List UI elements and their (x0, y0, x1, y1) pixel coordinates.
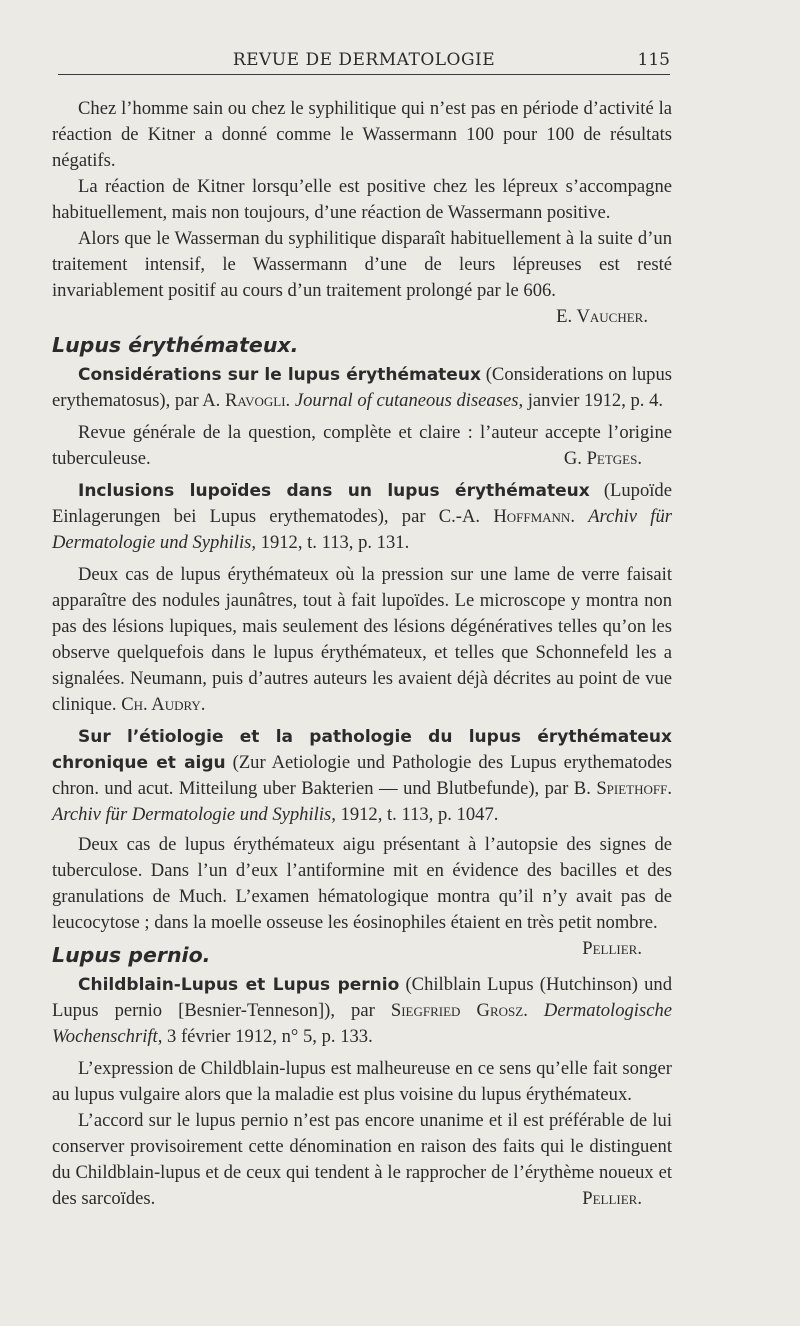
article-title: Sur l’étiologie et la pathologie du lupus érythémateux chronique et aigu (52, 727, 672, 773)
running-header (58, 48, 670, 75)
journal-title: REVUE DE DERMATOLOGIE (232, 50, 496, 70)
body-text: Deux cas de lupus érythémateux où la pression sur une lame de verre faisait apparaître des nodules jaunâtres, tout à fait lupoïdes. Le microscope y montra non pas des lésions lupiques, mais seulement des lésions dégénératives telles qu’on les observe quelquefois dans le lupus érythémateux, et telles que Schonnefeld les a signalées. Neumann, puis d’autres auteurs les avaient déjà décrites au point de vue clinique. (52, 564, 672, 715)
reference-text: . (570, 506, 589, 527)
reference-text: (Lupoïde Einlagerungen bei Lupus erythematodes), par C.-A. (52, 480, 672, 527)
reference-text: (Chilblain Lupus (Hutchinson) und Lupus pernio [Besnier-Tenneson]), par (52, 974, 672, 1021)
intro-paragraph-1: Chez l’homme sain ou chez le syphilitique qui n’est pas en période d’activité la réaction de Kitner a donné comme le Wassermann 100 pour 100 de résultats négatifs. (52, 98, 672, 171)
article-body (52, 1108, 672, 1212)
body-text: L’accord sur le lupus pernio n’est pas encore unanime et il est préférable de lui conserver provisoirement cette dénomination en raison des faits qui le distinguent du Childblain-lupus et de ceux qui tendent à le rapprocher de l’érythème noueux et des sarcoïdes. (52, 1110, 672, 1209)
article-body (52, 420, 672, 472)
signature-pellier: Pellier. (582, 1188, 642, 1209)
reference-text: 3 février 1912, n° 5, p. 133. (162, 1026, 373, 1047)
reference-text: . (667, 778, 672, 799)
author-name: Spiethoff (596, 778, 668, 799)
signature-audry: Ch. Audry. (121, 694, 206, 715)
journal-name: Archiv für Dermatologie und Syphilis, (52, 804, 336, 825)
intro-paragraph-2: La réaction de Kitner lorsqu’elle est positive chez les lépreux s’accompagne habituellement, mais non toujours, d’une réaction de Wassermann positive. (52, 176, 672, 223)
signature-petges: G. Petges. (563, 448, 642, 469)
article-hoffmann-reference (52, 478, 672, 556)
journal-name: Journal of cutaneous diseases, (294, 390, 524, 411)
body-text: Revue générale de la question, complète et claire : l’auteur accepte l’origine tuberculeuse. (52, 422, 672, 469)
intro-paragraph-3: Alors que le Wasserman du syphilitique disparaît habituellement à la suite d’un traitement intensif, le Wassermann d’une de leurs lépreuses est resté invariablement positif au cours d’un traitement prolongé par le 606. (52, 228, 672, 301)
journal-name: Dermatologische Wochenschrift, (52, 1000, 672, 1047)
reference-text: 1912, t. 113, p. 1047. (335, 804, 499, 825)
author-name: Ravogli (224, 390, 286, 411)
journal-name: Archiv für Dermatologie und Syphilis, (52, 506, 672, 553)
reference-text: janvier 1912, p. 4. (523, 390, 664, 411)
reference-text: (Zur Aetiologie und Pathologie des Lupus erythematodes chron. und acut. Mitteilung uber Bakterien — und Blutbefunde), par B. (52, 752, 672, 799)
section-heading-lupus-pernio: Lupus pernio. (52, 943, 211, 967)
signature-pellier: Pellier. (582, 938, 642, 959)
author-name: Hoffmann (493, 506, 571, 527)
article-title: Considérations sur le lupus érythémateux (78, 365, 481, 385)
article-body: L’expression de Childblain-lupus est malheureuse en ce sens qu’elle fait songer au lupus vulgaire alors que la maladie est plus voisine du lupus érythémateux. (52, 1058, 672, 1105)
section-heading-lupus-erythemateux: Lupus érythémateux. (52, 333, 299, 357)
article-title: Inclusions lupoïdes dans un lupus érythémateux (78, 481, 590, 501)
article-body (52, 562, 672, 718)
page-number: 115 (637, 50, 670, 70)
article-title: Childblain-Lupus et Lupus pernio (78, 975, 400, 995)
reference-text: . (285, 390, 295, 411)
author-name: Siegfried Grosz (390, 1000, 524, 1021)
signature-vaucher: E. Vaucher. (556, 306, 648, 327)
article-spiethoff-reference (52, 724, 672, 828)
body-text: Deux cas de lupus érythémateux aigu présentant à l’autopsie des signes de tuberculose. Dans l’un d’eux l’antiformine mit en évidence des bacilles et des granulations de Much. L’examen hématologique montra qu’il n’y avait pas de leucocytose ; dans la moelle osseuse les éosinophiles étaient en très petit nombre. (52, 834, 672, 933)
reference-text: (Considerations on lupus erythematosus), par A. (52, 364, 673, 411)
reference-text: . (523, 1000, 544, 1021)
page-content (52, 96, 672, 1212)
reference-text: 1912, t. 113, p. 131. (256, 532, 410, 553)
article-ravogli-reference (52, 362, 672, 414)
article-grosz-reference (52, 972, 672, 1050)
